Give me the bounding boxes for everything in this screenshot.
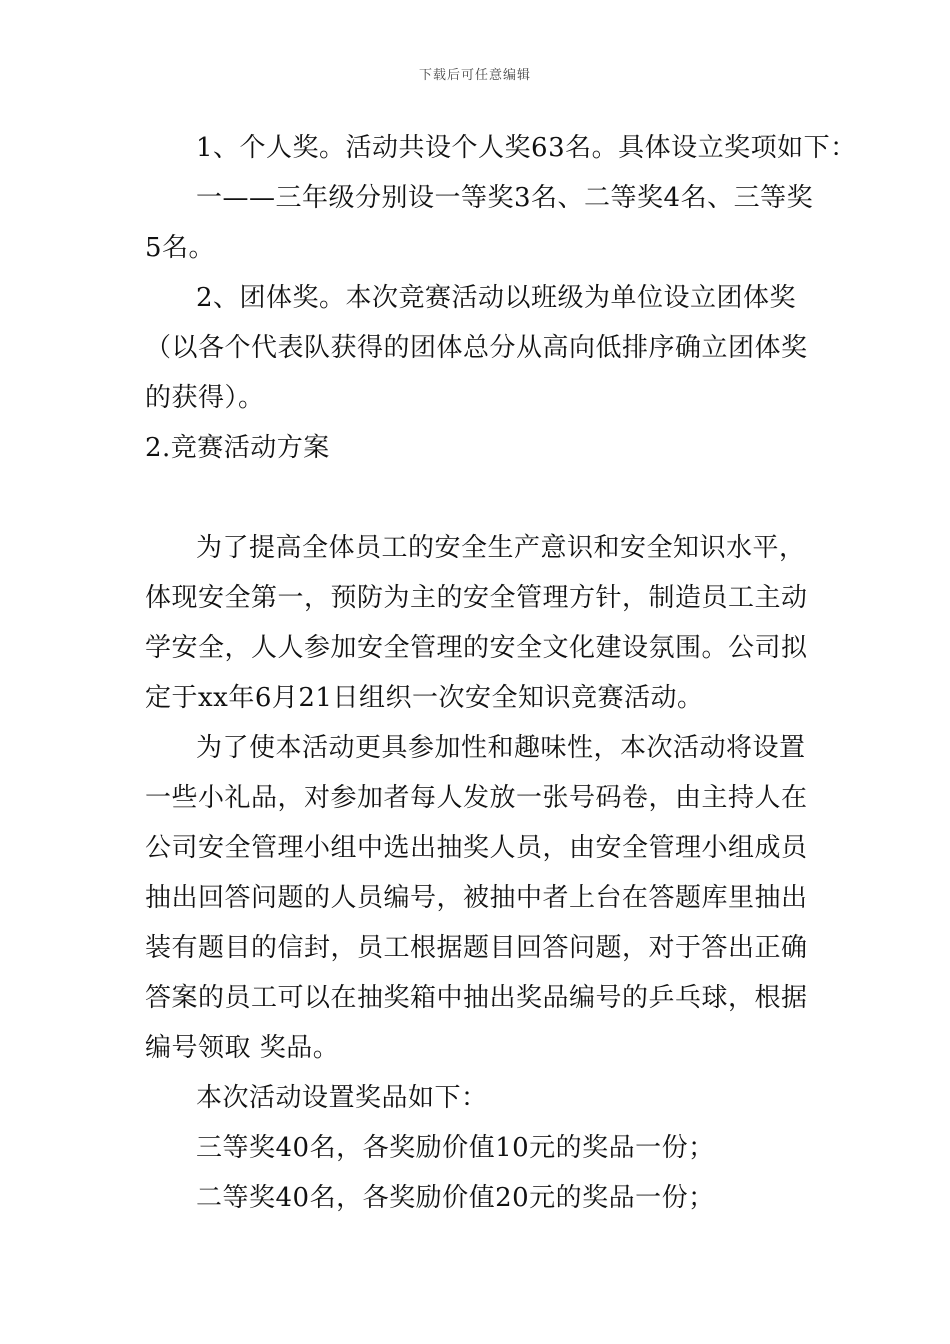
- paragraph-line: 定于xx年6月21日组织一次安全知识竞赛活动。: [145, 683, 704, 713]
- paragraph-line: 为了使本活动更具参加性和趣味性，本次活动将设置: [196, 733, 806, 763]
- paragraph-line: 学安全，人人参加安全管理的安全文化建设氛围。公司拟: [145, 633, 808, 663]
- paragraph-line: 装有题目的信封，员工根据题目回答问题，对于答出正确: [145, 933, 808, 963]
- paragraph-line: 2、团体奖。本次竞赛活动以班级为单位设立团体奖: [196, 283, 797, 313]
- prize-line: 二等奖40名，各奖励价值20元的奖品一份；: [196, 1183, 715, 1213]
- prize-line: 三等奖40名，各奖励价值10元的奖品一份；: [196, 1133, 715, 1163]
- paragraph-line: 答案的员工可以在抽奖箱中抽出奖品编号的乒乓球，根据: [145, 983, 808, 1013]
- page-header-note: 下载后可任意编辑: [418, 68, 531, 83]
- paragraph-line: 一——三年级分别设一等奖3名、二等奖4名、三等奖: [196, 183, 814, 213]
- paragraph-line: 体现安全第一，预防为主的安全管理方针，制造员工主动: [145, 583, 808, 613]
- paragraph-line: 抽出回答问题的人员编号，被抽中者上台在答题库里抽出: [145, 883, 808, 913]
- paragraph-line: 本次活动设置奖品如下：: [196, 1083, 488, 1113]
- paragraph-line: 5名。: [145, 233, 216, 263]
- paragraph-line: （以各个代表队获得的团体总分从高向低排序确立团体奖: [145, 333, 808, 363]
- section-heading: 2.竞赛活动方案: [145, 433, 330, 463]
- paragraph-line: 1、个人奖。活动共设个人奖63名。具体设立奖项如下：: [196, 133, 857, 163]
- paragraph-line: 一些小礼品，对参加者每人发放一张号码卷，由主持人在: [145, 783, 808, 813]
- paragraph-line: 编号领取 奖品。: [145, 1033, 340, 1063]
- paragraph-line: 公司安全管理小组中选出抽奖人员，由安全管理小组成员: [145, 833, 808, 863]
- paragraph-line: 为了提高全体员工的安全生产意识和安全知识水平，: [196, 533, 806, 563]
- paragraph-line: 的获得）。: [145, 383, 265, 413]
